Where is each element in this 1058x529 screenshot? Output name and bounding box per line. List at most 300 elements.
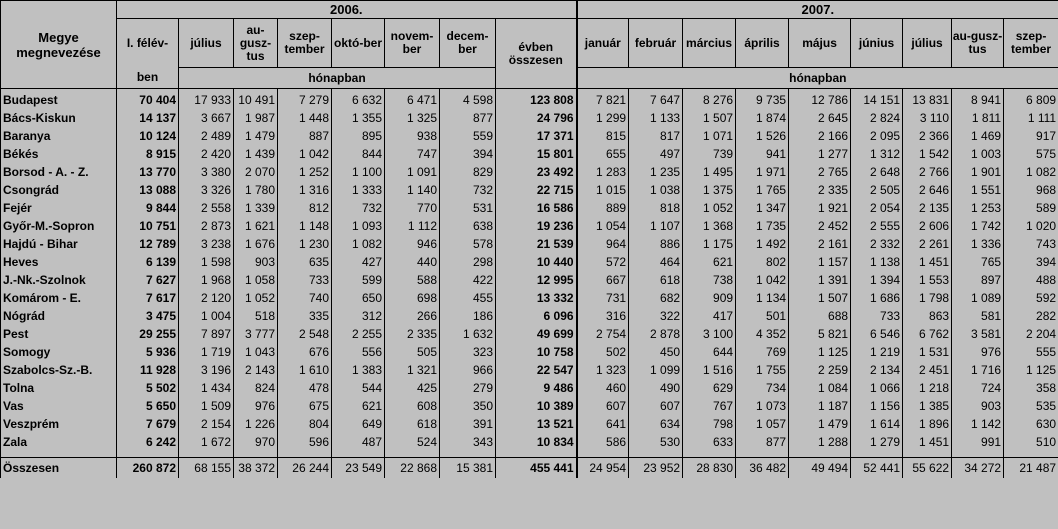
year-2006-header: 2006. <box>117 1 577 19</box>
value-cell: 12 995 <box>496 271 577 289</box>
value-cell: 964 <box>577 235 629 253</box>
value-cell: 1 066 <box>851 379 903 397</box>
value-cell: 6 632 <box>332 89 385 110</box>
value-cell: 530 <box>629 433 683 451</box>
value-cell: 2 261 <box>903 235 952 253</box>
value-cell: 15 801 <box>496 145 577 163</box>
value-cell: 28 830 <box>683 458 736 479</box>
value-cell: 596 <box>278 433 332 451</box>
table-row <box>1 307 1058 325</box>
value-cell: 478 <box>278 379 332 397</box>
value-cell: 535 <box>1004 397 1058 415</box>
value-cell: 464 <box>629 253 683 271</box>
value-cell: 1 509 <box>179 397 234 415</box>
month-2006-header: októ-ber <box>332 19 385 68</box>
value-cell: 544 <box>332 379 385 397</box>
value-cell: 2 255 <box>332 325 385 343</box>
value-cell: 804 <box>278 415 332 433</box>
value-cell: 417 <box>683 307 736 325</box>
county-name-cell: Csongrád <box>1 181 117 199</box>
value-cell: 6 546 <box>851 325 903 343</box>
h1-header-cont: ben <box>117 68 179 89</box>
value-cell: 2 154 <box>179 415 234 433</box>
value-cell: 586 <box>577 433 629 451</box>
value-cell: 3 110 <box>903 109 952 127</box>
value-cell: 815 <box>577 127 629 145</box>
value-cell: 829 <box>440 163 496 181</box>
value-cell: 739 <box>683 145 736 163</box>
value-cell: 22 547 <box>496 361 577 379</box>
table-row <box>1 109 1058 127</box>
value-cell: 1 896 <box>903 415 952 433</box>
value-cell: 1 798 <box>903 289 952 307</box>
value-cell: 2 555 <box>851 217 903 235</box>
value-cell: 889 <box>577 199 629 217</box>
value-cell: 2 754 <box>577 325 629 343</box>
value-cell: 10 440 <box>496 253 577 271</box>
value-cell: 450 <box>629 343 683 361</box>
value-cell: 698 <box>385 289 440 307</box>
value-cell: 608 <box>385 397 440 415</box>
value-cell: 1 112 <box>385 217 440 235</box>
value-cell: 863 <box>903 307 952 325</box>
table-row <box>1 415 1058 433</box>
value-cell: 3 326 <box>179 181 234 199</box>
value-cell: 3 100 <box>683 325 736 343</box>
value-cell: 5 936 <box>117 343 179 361</box>
value-cell: 3 475 <box>117 307 179 325</box>
value-cell: 21 539 <box>496 235 577 253</box>
value-cell: 578 <box>440 235 496 253</box>
value-cell: 2 824 <box>851 109 903 127</box>
value-cell: 6 139 <box>117 253 179 271</box>
value-cell: 2 259 <box>789 361 851 379</box>
table-row <box>1 253 1058 271</box>
value-cell: 6 471 <box>385 89 440 110</box>
value-cell: 1 100 <box>332 163 385 181</box>
county-name-cell: Heves <box>1 253 117 271</box>
value-cell: 1 621 <box>234 217 278 235</box>
value-cell: 1 479 <box>789 415 851 433</box>
county-name-cell: Somogy <box>1 343 117 361</box>
value-cell: 322 <box>629 307 683 325</box>
value-cell: 29 255 <box>117 325 179 343</box>
value-cell: 1 312 <box>851 145 903 163</box>
value-cell: 323 <box>440 343 496 361</box>
value-cell: 7 279 <box>278 89 332 110</box>
value-cell: 1 043 <box>234 343 278 361</box>
value-cell: 1 283 <box>577 163 629 181</box>
value-cell: 2 335 <box>385 325 440 343</box>
month-2007-header: szep-tember <box>1004 19 1058 68</box>
value-cell: 1 073 <box>736 397 789 415</box>
value-cell: 394 <box>1004 253 1058 271</box>
value-cell: 5 650 <box>117 397 179 415</box>
value-cell: 2 135 <box>903 199 952 217</box>
county-name-cell: Bács-Kiskun <box>1 109 117 127</box>
value-cell: 1 142 <box>952 415 1004 433</box>
value-cell: 13 332 <box>496 289 577 307</box>
value-cell: 524 <box>385 433 440 451</box>
value-cell: 2 648 <box>851 163 903 181</box>
table-row <box>1 325 1058 343</box>
value-cell: 966 <box>440 361 496 379</box>
value-cell: 1 125 <box>789 343 851 361</box>
value-cell: 487 <box>332 433 385 451</box>
value-cell: 618 <box>629 271 683 289</box>
value-cell: 343 <box>440 433 496 451</box>
value-cell: 49 494 <box>789 458 851 479</box>
value-cell: 970 <box>234 433 278 451</box>
value-cell: 1 084 <box>789 379 851 397</box>
value-cell: 556 <box>332 343 385 361</box>
county-name-cell: Vas <box>1 397 117 415</box>
value-cell: 621 <box>683 253 736 271</box>
value-cell: 770 <box>385 199 440 217</box>
value-cell: 3 777 <box>234 325 278 343</box>
value-cell: 335 <box>278 307 332 325</box>
value-cell: 976 <box>952 343 1004 361</box>
county-name-cell: Komárom - E. <box>1 289 117 307</box>
value-cell: 1 383 <box>332 361 385 379</box>
county-column-header: Megye megnevezése <box>1 1 117 89</box>
value-cell: 1 391 <box>789 271 851 289</box>
value-cell: 10 124 <box>117 127 179 145</box>
county-name-cell: Nógrád <box>1 307 117 325</box>
value-cell: 1 551 <box>952 181 1004 199</box>
value-cell: 817 <box>629 127 683 145</box>
value-cell: 634 <box>629 415 683 433</box>
month-2007-header: január <box>577 19 629 68</box>
value-cell: 1 507 <box>789 289 851 307</box>
value-cell: 1 138 <box>851 253 903 271</box>
value-cell: 824 <box>234 379 278 397</box>
value-cell: 941 <box>736 145 789 163</box>
value-cell: 8 941 <box>952 89 1004 110</box>
value-cell: 22 868 <box>385 458 440 479</box>
value-cell: 14 151 <box>851 89 903 110</box>
value-cell: 7 821 <box>577 89 629 110</box>
table-row <box>1 235 1058 253</box>
value-cell: 1 003 <box>952 145 1004 163</box>
value-cell: 1 742 <box>952 217 1004 235</box>
value-cell: 1 175 <box>683 235 736 253</box>
value-cell: 1 439 <box>234 145 278 163</box>
table-row <box>1 181 1058 199</box>
value-cell: 1 598 <box>179 253 234 271</box>
value-cell: 6 762 <box>903 325 952 343</box>
value-cell: 1 071 <box>683 127 736 145</box>
table-header <box>1 1 1058 89</box>
value-cell: 1 780 <box>234 181 278 199</box>
value-cell: 3 581 <box>952 325 1004 343</box>
value-cell: 1 492 <box>736 235 789 253</box>
value-cell: 3 380 <box>179 163 234 181</box>
value-cell: 123 808 <box>496 89 577 110</box>
value-cell: 621 <box>332 397 385 415</box>
value-cell: 798 <box>683 415 736 433</box>
county-name-cell: Zala <box>1 433 117 451</box>
unit-label-2007: hónapban <box>577 68 1058 89</box>
value-cell: 490 <box>629 379 683 397</box>
value-cell: 10 751 <box>117 217 179 235</box>
unit-label-2006: hónapban <box>179 68 496 89</box>
table-row <box>1 433 1058 451</box>
value-cell: 2 645 <box>789 109 851 127</box>
value-cell: 1 038 <box>629 181 683 199</box>
value-cell: 12 786 <box>789 89 851 110</box>
table-row <box>1 343 1058 361</box>
value-cell: 675 <box>278 397 332 415</box>
value-cell: 9 844 <box>117 199 179 217</box>
value-cell: 555 <box>1004 343 1058 361</box>
value-cell: 968 <box>1004 181 1058 199</box>
value-cell: 1 448 <box>278 109 332 127</box>
county-name-cell: J.-Nk.-Szolnok <box>1 271 117 289</box>
table-row <box>1 217 1058 235</box>
value-cell: 732 <box>440 181 496 199</box>
value-cell: 731 <box>577 289 629 307</box>
value-cell: 282 <box>1004 307 1058 325</box>
value-cell: 13 088 <box>117 181 179 199</box>
value-cell: 592 <box>1004 289 1058 307</box>
value-cell: 3 238 <box>179 235 234 253</box>
month-2007-header: július <box>903 19 952 68</box>
value-cell: 641 <box>577 415 629 433</box>
value-cell: 630 <box>1004 415 1058 433</box>
value-cell: 9 486 <box>496 379 577 397</box>
value-cell: 505 <box>385 343 440 361</box>
value-cell: 7 647 <box>629 89 683 110</box>
value-cell: 2 120 <box>179 289 234 307</box>
value-cell: 1 921 <box>789 199 851 217</box>
value-cell: 1 495 <box>683 163 736 181</box>
value-cell: 1 058 <box>234 271 278 289</box>
value-cell: 55 622 <box>903 458 952 479</box>
value-cell: 1 507 <box>683 109 736 127</box>
value-cell: 1 394 <box>851 271 903 289</box>
value-cell: 298 <box>440 253 496 271</box>
value-cell: 559 <box>440 127 496 145</box>
annual-total-header: évben összesen <box>496 19 577 89</box>
value-cell: 1 042 <box>736 271 789 289</box>
value-cell: 6 242 <box>117 433 179 451</box>
value-cell: 1 672 <box>179 433 234 451</box>
value-cell: 70 404 <box>117 89 179 110</box>
value-cell: 655 <box>577 145 629 163</box>
value-cell: 1 134 <box>736 289 789 307</box>
value-cell: 2 335 <box>789 181 851 199</box>
value-cell: 688 <box>789 307 851 325</box>
value-cell: 740 <box>278 289 332 307</box>
value-cell: 17 933 <box>179 89 234 110</box>
value-cell: 1 288 <box>789 433 851 451</box>
value-cell: 502 <box>577 343 629 361</box>
month-header-row <box>1 19 1058 68</box>
value-cell: 1 020 <box>1004 217 1058 235</box>
value-cell: 1 157 <box>789 253 851 271</box>
value-cell: 2 161 <box>789 235 851 253</box>
value-cell: 1 526 <box>736 127 789 145</box>
value-cell: 607 <box>629 397 683 415</box>
value-cell: 266 <box>385 307 440 325</box>
county-name-cell: Budapest <box>1 89 117 110</box>
value-cell: 6 096 <box>496 307 577 325</box>
value-cell: 1 093 <box>332 217 385 235</box>
value-cell: 2 204 <box>1004 325 1058 343</box>
value-cell: 887 <box>278 127 332 145</box>
value-cell: 1 218 <box>903 379 952 397</box>
value-cell: 17 371 <box>496 127 577 145</box>
value-cell: 510 <box>1004 433 1058 451</box>
value-cell: 1 082 <box>332 235 385 253</box>
value-cell: 909 <box>683 289 736 307</box>
value-cell: 1 333 <box>332 181 385 199</box>
value-cell: 10 491 <box>234 89 278 110</box>
value-cell: 13 521 <box>496 415 577 433</box>
value-cell: 38 372 <box>234 458 278 479</box>
value-cell: 818 <box>629 199 683 217</box>
value-cell: 1 277 <box>789 145 851 163</box>
value-cell: 1 811 <box>952 109 1004 127</box>
value-cell: 1 235 <box>629 163 683 181</box>
value-cell: 1 375 <box>683 181 736 199</box>
value-cell: 917 <box>1004 127 1058 145</box>
value-cell: 12 789 <box>117 235 179 253</box>
month-2006-header: novem-ber <box>385 19 440 68</box>
value-cell: 2 558 <box>179 199 234 217</box>
value-cell: 1 148 <box>278 217 332 235</box>
value-cell: 1 054 <box>577 217 629 235</box>
value-cell: 629 <box>683 379 736 397</box>
county-name-cell: Pest <box>1 325 117 343</box>
value-cell: 2 548 <box>278 325 332 343</box>
value-cell: 1 252 <box>278 163 332 181</box>
value-cell: 1 451 <box>903 433 952 451</box>
value-cell: 2 878 <box>629 325 683 343</box>
value-cell: 23 549 <box>332 458 385 479</box>
value-cell: 1 542 <box>903 145 952 163</box>
value-cell: 21 487 <box>1004 458 1058 479</box>
value-cell: 2 505 <box>851 181 903 199</box>
value-cell: 6 809 <box>1004 89 1058 110</box>
table-row <box>1 163 1058 181</box>
month-2006-header: au-gusz-tus <box>234 19 278 68</box>
value-cell: 1 901 <box>952 163 1004 181</box>
value-cell: 667 <box>577 271 629 289</box>
value-cell: 1 716 <box>952 361 1004 379</box>
value-cell: 1 686 <box>851 289 903 307</box>
value-cell: 946 <box>385 235 440 253</box>
value-cell: 186 <box>440 307 496 325</box>
value-cell: 358 <box>1004 379 1058 397</box>
table-row <box>1 127 1058 145</box>
value-cell: 19 236 <box>496 217 577 235</box>
value-cell: 1 323 <box>577 361 629 379</box>
value-cell: 638 <box>440 217 496 235</box>
value-cell: 1 755 <box>736 361 789 379</box>
value-cell: 488 <box>1004 271 1058 289</box>
county-name-cell: Baranya <box>1 127 117 145</box>
table-row <box>1 199 1058 217</box>
value-cell: 812 <box>278 199 332 217</box>
table-body <box>1 89 1058 479</box>
value-cell: 733 <box>278 271 332 289</box>
h1-header: I. félév- <box>117 19 179 68</box>
value-cell: 1 099 <box>629 361 683 379</box>
value-cell: 1 111 <box>1004 109 1058 127</box>
value-cell: 886 <box>629 235 683 253</box>
value-cell: 1 140 <box>385 181 440 199</box>
value-cell: 1 385 <box>903 397 952 415</box>
value-cell: 1 052 <box>683 199 736 217</box>
month-2007-header: április <box>736 19 789 68</box>
value-cell: 11 928 <box>117 361 179 379</box>
value-cell: 1 082 <box>1004 163 1058 181</box>
table-row <box>1 379 1058 397</box>
value-cell: 633 <box>683 433 736 451</box>
table-row <box>1 397 1058 415</box>
value-cell: 1 765 <box>736 181 789 199</box>
value-cell: 1 368 <box>683 217 736 235</box>
value-cell: 1 091 <box>385 163 440 181</box>
value-cell: 607 <box>577 397 629 415</box>
value-cell: 1 187 <box>789 397 851 415</box>
value-cell: 455 441 <box>496 458 577 479</box>
value-cell: 8 915 <box>117 145 179 163</box>
value-cell: 427 <box>332 253 385 271</box>
total-row <box>1 458 1058 479</box>
value-cell: 260 872 <box>117 458 179 479</box>
value-cell: 635 <box>278 253 332 271</box>
value-cell: 769 <box>736 343 789 361</box>
value-cell: 36 482 <box>736 458 789 479</box>
value-cell: 1 339 <box>234 199 278 217</box>
value-cell: 7 897 <box>179 325 234 343</box>
value-cell: 1 971 <box>736 163 789 181</box>
value-cell: 9 735 <box>736 89 789 110</box>
value-cell: 440 <box>385 253 440 271</box>
value-cell: 2 054 <box>851 199 903 217</box>
value-cell: 1 553 <box>903 271 952 289</box>
value-cell: 589 <box>1004 199 1058 217</box>
value-cell: 8 276 <box>683 89 736 110</box>
value-cell: 1 107 <box>629 217 683 235</box>
value-cell: 1 133 <box>629 109 683 127</box>
value-cell: 2 606 <box>903 217 952 235</box>
value-cell: 2 332 <box>851 235 903 253</box>
value-cell: 10 389 <box>496 397 577 415</box>
value-cell: 1 719 <box>179 343 234 361</box>
month-2006-header: decem-ber <box>440 19 496 68</box>
value-cell: 24 954 <box>577 458 629 479</box>
value-cell: 1 004 <box>179 307 234 325</box>
table-row <box>1 361 1058 379</box>
value-cell: 2 873 <box>179 217 234 235</box>
value-cell: 1 434 <box>179 379 234 397</box>
value-cell: 2 766 <box>903 163 952 181</box>
table-row <box>1 289 1058 307</box>
value-cell: 3 196 <box>179 361 234 379</box>
value-cell: 877 <box>440 109 496 127</box>
value-cell: 2 366 <box>903 127 952 145</box>
value-cell: 1 469 <box>952 127 1004 145</box>
value-cell: 391 <box>440 415 496 433</box>
value-cell: 649 <box>332 415 385 433</box>
value-cell: 1 735 <box>736 217 789 235</box>
value-cell: 1 316 <box>278 181 332 199</box>
value-cell: 1 226 <box>234 415 278 433</box>
